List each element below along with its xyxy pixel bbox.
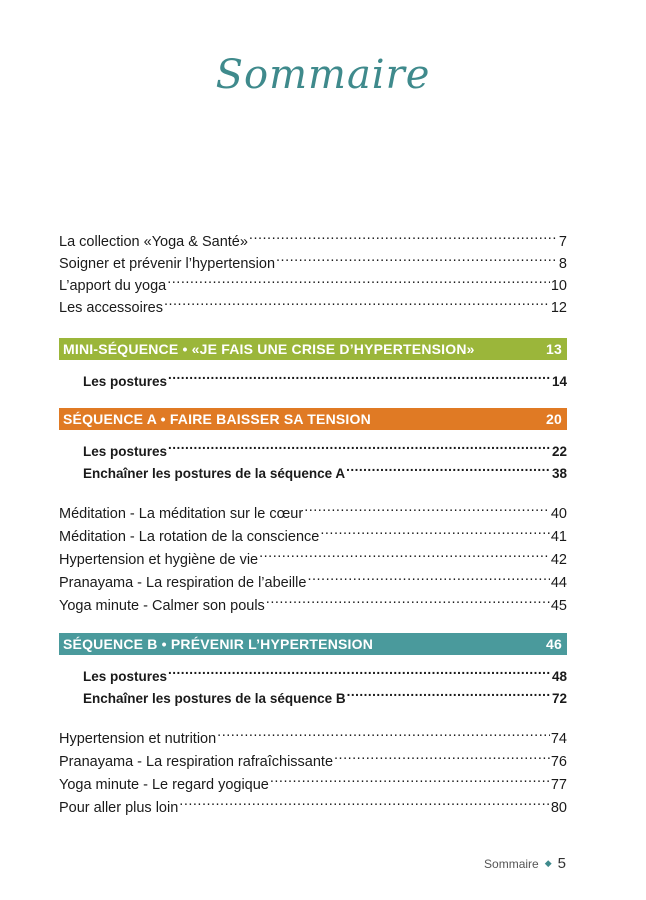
footer-label: Sommaire: [484, 856, 539, 871]
toc-subentry[interactable]: [83, 434, 567, 459]
leader-dots: [334, 744, 550, 766]
toc-entry-label: Pranayama - La respiration rafraîchissante: [59, 754, 334, 770]
toc-entry[interactable]: [59, 565, 567, 591]
toc-entry[interactable]: [59, 588, 567, 614]
toc-entry-label: Hypertension et hygiène de vie: [59, 552, 259, 568]
leader-dots: [307, 565, 549, 587]
page-footer: [484, 855, 566, 872]
leader-dots: [347, 681, 551, 703]
leader-dots: [164, 290, 550, 312]
leader-dots: [167, 268, 550, 290]
toc-entry-page: 40: [550, 506, 567, 522]
toc-entry-page: 22: [551, 444, 567, 459]
toc-entry[interactable]: [59, 519, 567, 545]
section-band-mini-sequence[interactable]: [59, 338, 567, 360]
diamond-icon: ◆: [544, 858, 552, 868]
toc-entry-page: 74: [550, 731, 567, 747]
toc-entry[interactable]: [59, 268, 567, 294]
leader-dots: [249, 224, 558, 246]
toc-subentry[interactable]: [83, 364, 567, 389]
toc-entry-page: 12: [550, 300, 567, 316]
toc-entry-page: 14: [551, 374, 567, 389]
toc-entry-label: Yoga minute - Calmer son pouls: [59, 598, 265, 614]
toc-entry-page: 76: [550, 754, 567, 770]
toc-entry-page: 8: [558, 256, 567, 272]
toc-entry-label: La collection «Yoga & Santé»: [59, 234, 248, 250]
toc-subentry[interactable]: [83, 659, 567, 684]
leader-dots: [168, 434, 551, 456]
toc-entry-label: Méditation - La rotation de la conscience: [59, 529, 320, 545]
toc-entry-label: Enchaîner les postures de la séquence B: [83, 691, 346, 706]
section-band-label: SÉQUENCE B • PRÉVENIR L’HYPERTENSION: [63, 636, 374, 652]
leader-dots: [217, 721, 550, 743]
toc-entry-page: 41: [550, 529, 567, 545]
leader-dots: [270, 767, 550, 789]
section-band-sequence-b[interactable]: [59, 633, 567, 655]
toc-entry-label: Pour aller plus loin: [59, 800, 179, 816]
toc-entry-label: Les postures: [83, 374, 168, 389]
section-band-label: SÉQUENCE A • FAIRE BAISSER SA TENSION: [63, 411, 371, 427]
leader-dots: [168, 364, 551, 386]
toc-entry-page: 38: [551, 466, 567, 481]
toc-entry-page: 72: [551, 691, 567, 706]
toc-entry-label: L’apport du yoga: [59, 278, 167, 294]
leader-dots: [304, 496, 550, 518]
toc-entry[interactable]: [59, 542, 567, 568]
section-band-page: 20: [546, 411, 562, 427]
toc-entry[interactable]: [59, 246, 567, 272]
leader-dots: [259, 542, 550, 564]
toc-entry[interactable]: [59, 744, 567, 770]
leader-dots: [346, 456, 551, 478]
toc-entry-label: Pranayama - La respiration de l’abeille: [59, 575, 307, 591]
leader-dots: [179, 790, 550, 812]
toc-entry-page: 44: [550, 575, 567, 591]
toc-entry-label: Méditation - La méditation sur le cœur: [59, 506, 304, 522]
toc-entry-page: 7: [558, 234, 567, 250]
leader-dots: [266, 588, 550, 610]
toc-entry-page: 48: [551, 669, 567, 684]
toc-entry[interactable]: [59, 224, 567, 250]
section-band-label: MINI-SÉQUENCE • «JE FAIS UNE CRISE D’HYPERTENSION»: [63, 341, 475, 357]
section-band-sequence-a[interactable]: [59, 408, 567, 430]
toc-entry-page: 80: [550, 800, 567, 816]
toc-entry[interactable]: [59, 496, 567, 522]
toc-entry-page: 77: [550, 777, 567, 793]
toc-entry-label: Les postures: [83, 669, 168, 684]
toc-entry-label: Enchaîner les postures de la séquence A: [83, 466, 346, 481]
page-number: 5: [557, 855, 566, 872]
toc-entry-label: Les postures: [83, 444, 168, 459]
toc-entry-label: Les accessoires: [59, 300, 163, 316]
toc-entry[interactable]: [59, 721, 567, 747]
toc-entry-page: 45: [550, 598, 567, 614]
page-title: Sommaire: [215, 52, 431, 98]
toc-subentry[interactable]: [83, 681, 567, 706]
toc-entry-label: Soigner et prévenir l’hypertension: [59, 256, 276, 272]
toc-entry[interactable]: [59, 790, 567, 816]
leader-dots: [168, 659, 551, 681]
section-band-page: 46: [546, 636, 562, 652]
leader-dots: [320, 519, 550, 541]
toc-entry[interactable]: [59, 290, 567, 316]
toc-entry-page: 42: [550, 552, 567, 568]
section-band-page: 13: [546, 341, 562, 357]
toc-entry-page: 10: [550, 278, 567, 294]
leader-dots: [276, 246, 558, 268]
toc-entry-label: Hypertension et nutrition: [59, 731, 217, 747]
toc-entry[interactable]: [59, 767, 567, 793]
toc-entry-label: Yoga minute - Le regard yogique: [59, 777, 269, 793]
toc-subentry[interactable]: [83, 456, 567, 481]
